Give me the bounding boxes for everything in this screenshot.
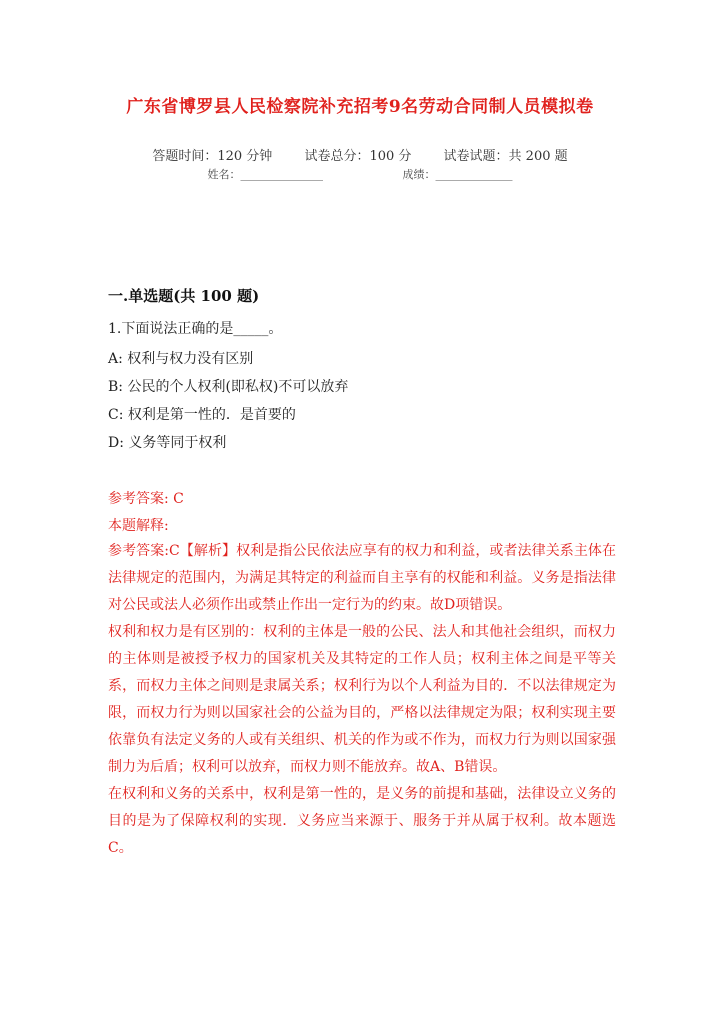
explanation-paragraph: 在权利和义务的关系中，权利是第一性的，是义务的前提和基础，法律设立义务的目的是为了保障权利的实现．义务应当来源于、服务于并从属于权利。故本题选C。 [108, 786, 616, 856]
option-b: B: 公民的个人权利(即私权)不可以放弃 [108, 379, 349, 395]
exam-time: 答题时间：120 分钟 [152, 149, 273, 164]
question-text: 1.下面说法正确的是_____。 [108, 321, 283, 337]
explanation-body [108, 538, 616, 862]
explanation-label: 本题解释: [108, 518, 169, 534]
explanation-paragraph: 参考答案:C【解析】权利是指公民依法应享有的权力和利益，或者法律关系主体在法律规定的范围内，为满足其特定的利益而自主享有的权能和利益。义务是指法律对公民或法人必须作出或禁止作出一定行为的约束。故D项错误。 [108, 543, 616, 613]
name-field: 姓名：_______________ [207, 168, 323, 181]
name-score-line [0, 166, 720, 182]
section-heading: 一.单选题(共 100 题) [108, 287, 260, 305]
score-field: 成绩：______________ [402, 168, 513, 181]
answer-label: 参考答案: C [108, 491, 184, 507]
option-d: D: 义务等同于权利 [108, 435, 227, 451]
exam-meta [0, 145, 720, 164]
option-a: A: 权利与权力没有区别 [108, 351, 254, 367]
explanation-paragraph: 权利和权力是有区别的：权利的主体是一般的公民、法人和其他社会组织，而权力的主体则是被授予权力的国家机关及其特定的工作人员；权利主体之间是平等关系，而权力主体之间则是隶属关系；权利行为以个人利益为目的．不以法律规定为限，而权力行为则以国家社会的公益为目的，严格以法律规定为限；权利实现主要依靠负有法定义务的人或有关组织、机关的作为或不作为，而权力行为则以国家强制力为后盾；权利可以放弃，而权力则不能放弃。故A、B错误。 [108, 624, 616, 775]
document-title: 广东省博罗县人民检察院补充招考9名劳动合同制人员模拟卷 [126, 97, 594, 117]
exam-total-score: 试卷总分：100 分 [304, 149, 412, 164]
option-c: C: 权利是第一性的．是首要的 [108, 407, 296, 423]
exam-total-questions: 试卷试题：共 200 题 [443, 149, 568, 164]
